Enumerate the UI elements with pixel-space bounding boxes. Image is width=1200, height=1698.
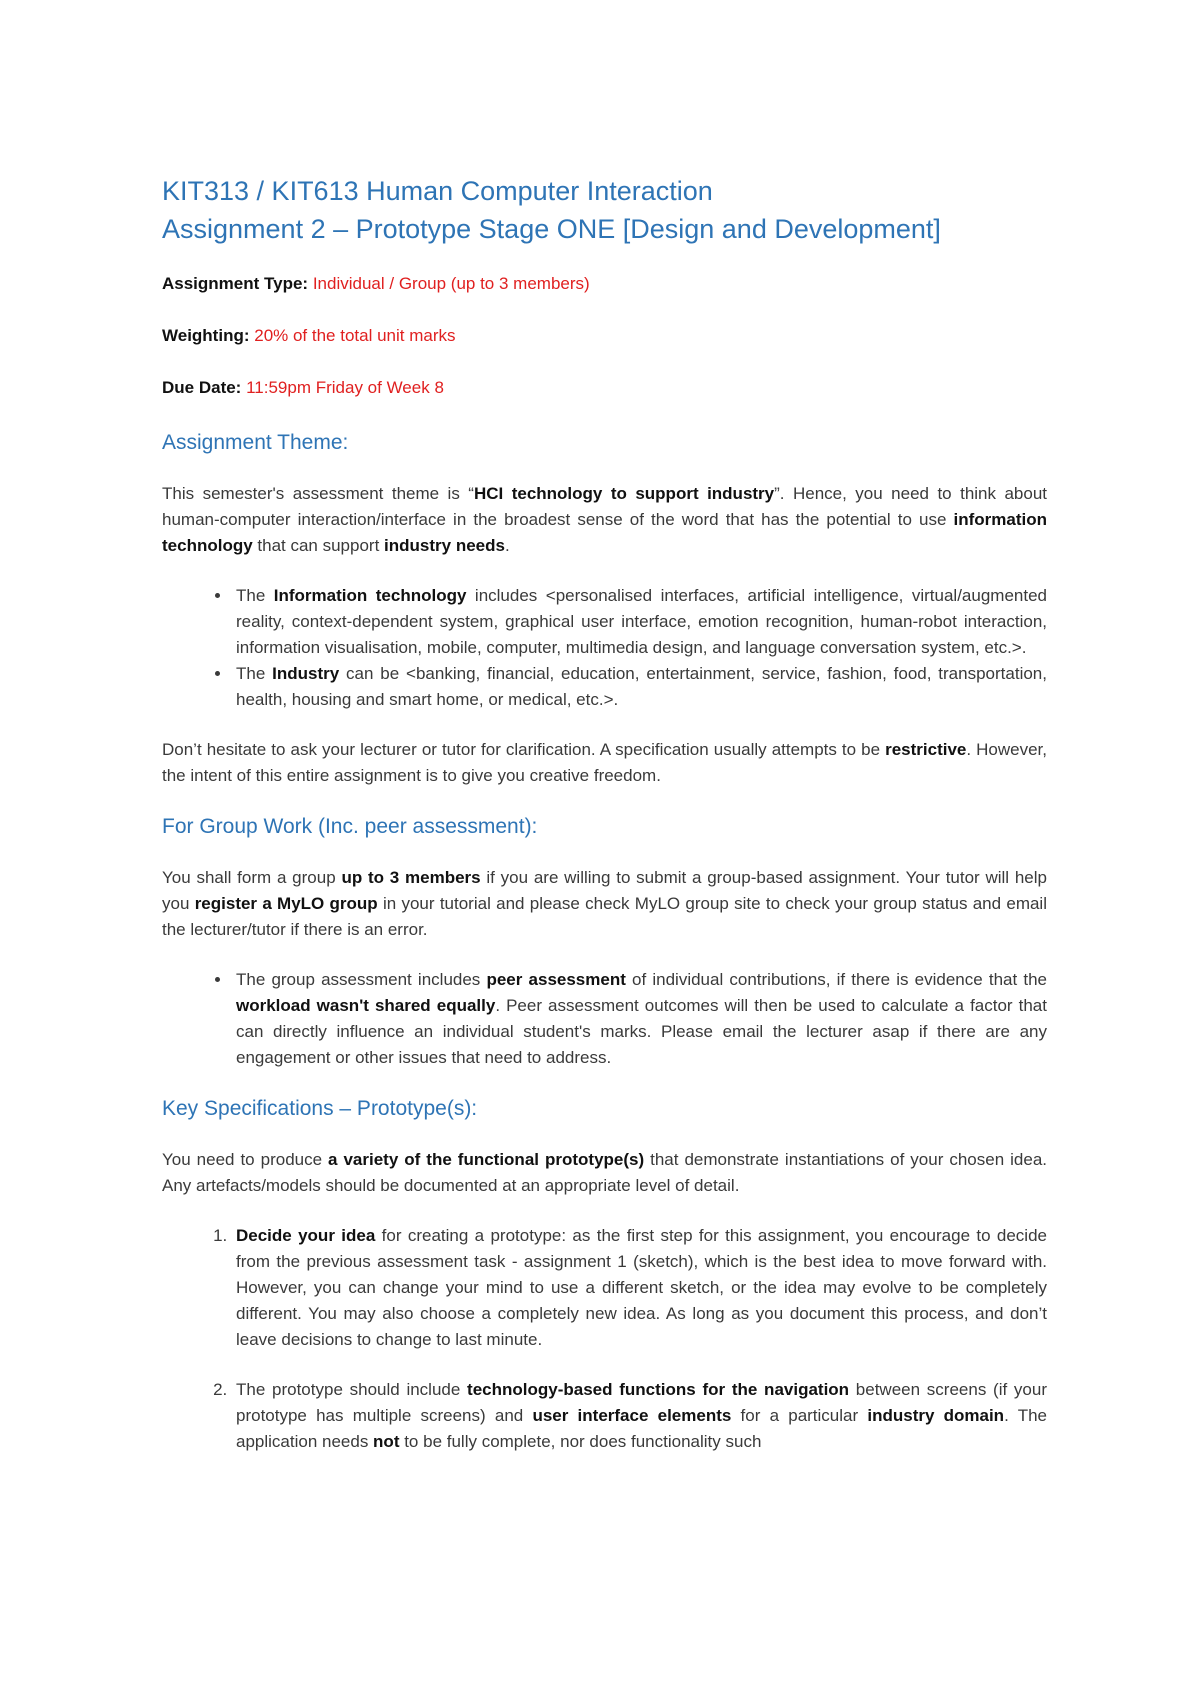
assignment-title: Assignment 2 – Prototype Stage ONE [Design and Development] — [162, 214, 941, 244]
text-run: that demonstrate instantiations of your chosen idea. Any artefacts/models should be documented at an appropriate level of detail. — [162, 1150, 1048, 1195]
text-run-bold: workload wasn't shared equally — [236, 996, 496, 1015]
text-run-bold: Information technology — [273, 586, 467, 605]
text-run-bold: user interface elements — [532, 1406, 732, 1425]
group-bullet-list — [162, 967, 1047, 1071]
text-run: ”. Hence, you need to think about human-computer interaction/interface in the broadest sense of the word that has the potential to use — [162, 484, 1048, 529]
document-page — [162, 172, 1047, 1479]
text-run: The — [236, 586, 274, 605]
text-run: between screens (if your prototype has multiple screens) and — [236, 1380, 1047, 1425]
text-run: Don’t hesitate to ask your lecturer or tutor for clarification. A specification usually attempts to be — [162, 740, 886, 759]
document-title — [162, 172, 1047, 248]
text-run-bold: industry domain — [867, 1406, 1005, 1425]
text-run: . — [504, 536, 510, 555]
text-run: can be <banking, financial, education, entertainment, service, fashion, food, transportation, health, housing and smart home, or medical, etc.>. — [236, 664, 1047, 709]
due-date-value: 11:59pm Friday of Week 8 — [246, 378, 444, 397]
text-run-bold: peer assessment — [486, 970, 626, 989]
due-date — [162, 377, 1047, 399]
theme-paragraph — [162, 481, 1047, 559]
text-run: includes <personalised interfaces, artificial intelligence, virtual/augmented reality, context-dependent system, graphical user interface, emotion recognition, human-robot interaction, information visualisation, mobile, computer, multimedia design, and language conversation system, etc.>. — [236, 586, 1047, 657]
assignment-type-value: Individual / Group (up to 3 members) — [312, 274, 590, 293]
key-specifications-heading: Key Specifications – Prototype(s): — [162, 1097, 478, 1120]
theme-heading: Assignment Theme: — [162, 431, 349, 454]
text-run: of individual contributions, if there is evidence that the — [625, 970, 1047, 989]
list-item — [232, 1377, 1047, 1455]
text-run: that can support — [252, 536, 385, 555]
weighting — [162, 325, 1047, 347]
list-item — [232, 661, 1047, 713]
weighting-value: 20% of the total unit marks — [254, 326, 456, 345]
text-run-bold: industry needs — [384, 536, 505, 555]
assignment-type — [162, 273, 1047, 295]
clarification-paragraph — [162, 737, 1047, 789]
list-item — [232, 967, 1047, 1071]
text-run-bold: information technology — [162, 510, 1047, 555]
text-run: in your tutorial and please check MyLO group site to check your group status and email the lecturer/tutor if there is an error. — [162, 894, 1047, 939]
group-paragraph — [162, 865, 1047, 943]
text-run: . Peer assessment outcomes will then be used to calculate a factor that can directly influence an individual student's marks. Please email the lecturer asap if there are any engagement or other issues that need to address. — [236, 996, 1047, 1067]
text-run-bold: Industry — [272, 664, 340, 683]
text-run: . The application needs — [236, 1406, 1047, 1451]
text-run: You need to produce — [162, 1150, 329, 1169]
theme-bullet-list — [162, 583, 1047, 713]
text-run: You shall form a group — [162, 868, 342, 887]
text-run: to be fully complete, nor does functionality such — [399, 1432, 762, 1451]
text-run-bold: up to 3 members — [341, 868, 481, 887]
assignment-type-label: Assignment Type: — [162, 274, 309, 293]
text-run-bold: not — [373, 1432, 400, 1451]
specs-paragraph — [162, 1147, 1047, 1199]
group-work-heading: For Group Work (Inc. peer assessment): — [162, 815, 538, 838]
text-run-bold: technology-based functions for the navigation — [467, 1380, 850, 1399]
text-run: . However, the intent of this entire assignment is to give you creative freedom. — [162, 740, 1047, 785]
text-run: This semester's assessment theme is “ — [162, 484, 474, 503]
text-run: The — [236, 664, 273, 683]
text-run-bold: Decide your idea — [236, 1226, 376, 1245]
text-run: for creating a prototype: as the first step for this assignment, you encourage to decide from the previous assessment task - assignment 1 (sketch), which is the best idea to move forward with. However, you can change your mind to use a different sketch, or the idea may evolve to be completely different. You may also choose a completely new idea. As long as you document this process, and don’t leave decisions to change to last minute. — [236, 1226, 1047, 1349]
list-item — [232, 1223, 1047, 1353]
text-run-bold: restrictive — [885, 740, 967, 759]
text-run: for a particular — [731, 1406, 868, 1425]
course-title: KIT313 / KIT613 Human Computer Interaction — [162, 176, 713, 206]
specs-numbered-list — [162, 1223, 1047, 1455]
text-run: if you are willing to submit a group-based assignment. Your tutor will help you — [162, 868, 1047, 913]
text-run-bold: a variety of the functional prototype(s) — [328, 1150, 645, 1169]
text-run-bold: HCI technology to support industry — [473, 484, 775, 503]
text-run-bold: register a MyLO group — [194, 894, 378, 913]
due-date-label: Due Date: — [162, 378, 242, 397]
text-run: The group assessment includes — [236, 970, 487, 989]
text-run: The prototype should include — [236, 1380, 468, 1399]
weighting-label: Weighting: — [162, 326, 250, 345]
list-item — [232, 583, 1047, 661]
